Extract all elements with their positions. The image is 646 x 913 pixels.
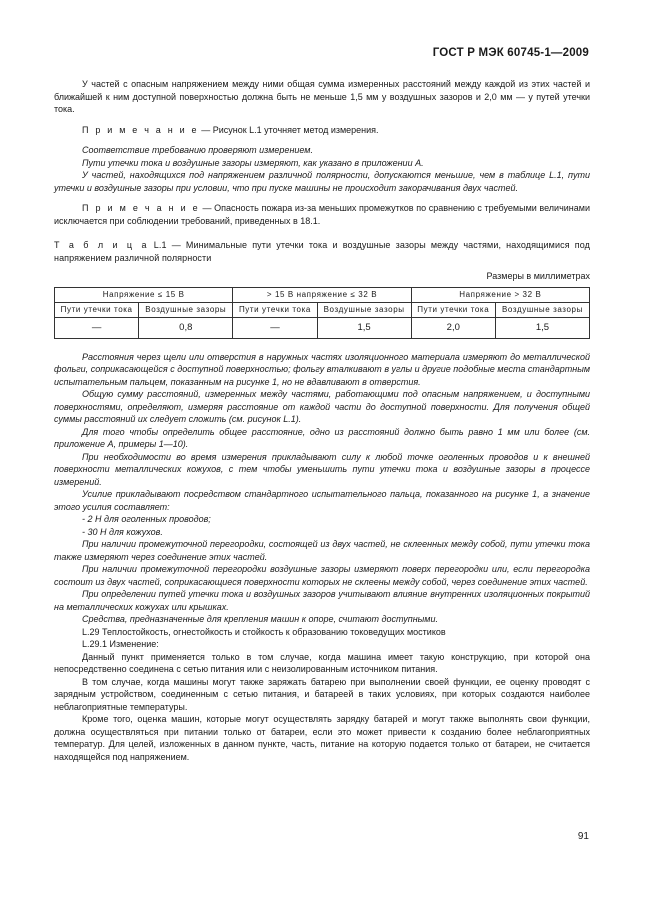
- table-title: [54, 239, 590, 264]
- group-header: Напряжение ≤ 15 В: [55, 287, 233, 302]
- page-number: 91: [577, 831, 589, 842]
- note-2-text: — Опасность пожара из-за меньших промежутков по сравнению с требуемыми величинами исключается при соблюдении требований, приведенных в 18.1.: [54, 203, 590, 226]
- table-cell: —: [55, 317, 139, 338]
- paragraph-force: При необходимости во время измерения прикладывают силу к любой точке оголенных проводов и к внешней поверхности металлических кожухов, с тем чтобы уменьшить пути утечки тока и воздушные зазоры в процессе измерений.: [54, 451, 590, 487]
- paragraph-total-distance: Для того чтобы определить общее расстояние, одно из расстояний должно быть равно 1 мм или более (см. приложение А, примеры 1—10).: [54, 426, 590, 449]
- table-cell: 0,8: [139, 317, 233, 338]
- paragraph-coatings: При определении путей утечки тока и воздушных зазоров учитывают влияние внутренних изоляционных покрытий на металлических кожухах или крышках.: [54, 589, 590, 612]
- note-1: [54, 124, 590, 137]
- column-header: Пути утечки тока: [411, 302, 495, 317]
- list-item: - 2 Н для оголенных проводов;: [82, 514, 211, 524]
- paragraph-fixing-means: Средства, предназначенные для крепления машин к опоре, считают доступными.: [82, 614, 438, 624]
- table-group-row: [55, 287, 590, 302]
- table-title-text: L.1 — Минимальные пути утечки тока и воздушные зазоры между частями, находящимися под напряжением различной полярности: [54, 240, 591, 263]
- column-header: Пути утечки тока: [233, 302, 317, 317]
- list-item: - 30 Н для кожухов.: [82, 526, 163, 537]
- column-header: Воздушные зазоры: [317, 302, 411, 317]
- column-header: Пути утечки тока: [55, 302, 139, 317]
- paragraph-total-sum: Общую сумму расстояний, измеренных между частями, работающими под опасным напряжением, и доступными поверхностями, определяют, измеряя расстояние от каждой части до доступной поверхности. Для получения общей суммы расстояний их следует сложить (см. рисунок L.1).: [54, 389, 590, 424]
- document-header: ГОСТ Р МЭК 60745-1—2009: [432, 47, 589, 59]
- table-subheader-row: [55, 302, 590, 317]
- section-heading-l29: L.29 Теплостойкость, огнестойкость и стойкость к образованию токоведущих мостиков: [82, 626, 446, 637]
- note-1-label: П р и м е ч а н и е: [82, 124, 199, 135]
- page-content: [54, 78, 590, 763]
- table-cell: —: [233, 317, 317, 338]
- group-header: Напряжение > 32 В: [411, 287, 589, 302]
- column-header: Воздушные зазоры: [139, 302, 233, 317]
- note-2-label: П р и м е ч а н и е: [82, 203, 200, 213]
- table-title-label: Т а б л и ц а: [54, 240, 149, 250]
- paragraph-battery-only: Кроме того, оценка машин, которые могут осуществлять зарядку батарей и могут также выполнять свои функции, должна осуществляться при питании только от батареи, если это может привести к созданию более неблагоприятных температур. Для целей, изложенных в данном пункте, часть, питание на которую подается только от батареи, не считается находящейся под напряжением.: [54, 714, 590, 762]
- note-1-text: — Рисунок L.1 уточняет метод измерения.: [198, 124, 379, 135]
- paragraph-check: Соответствие требованию проверяют измерением.: [82, 145, 313, 155]
- table-cell: 2,0: [411, 317, 495, 338]
- note-2: [54, 202, 590, 227]
- paragraph-measure: Пути утечки тока и воздушные зазоры измеряют, как указано в приложении А.: [82, 157, 424, 168]
- table-row: [55, 317, 590, 338]
- paragraph-applicability: Данный пункт применяется только в том случае, когда машина имеет такую конструкцию, при которой она непосредственно соединена с сетью питания или с неизолированным источником питания.: [54, 651, 590, 674]
- table-units: Размеры в миллиметрах: [486, 271, 590, 281]
- table-cell: 1,5: [495, 317, 589, 338]
- paragraph-test-finger: Усилие прикладывают посредством стандартного испытательного пальца, показанного на рисунке 1, а значение этого усилия составляет:: [54, 489, 590, 512]
- paragraph-slots: Расстояния через щели или отверстия в наружных частях изоляционного материала измеряют до металлической фольги, соприкасающейся с доступной поверхностью; фольгу вталкивают в углы и другие подобные места стандартным испытательным пальцем, показанным на рисунке 1, но не вдавливают в отверстия.: [54, 351, 590, 387]
- group-header: > 15 В напряжение ≤ 32 В: [233, 287, 411, 302]
- subsection-heading-l29-1: L.29.1 Изменение:: [82, 639, 159, 649]
- paragraph-charging: В том случае, когда машины могут также заряжать батарею при выполнении своей функции, ее оценку проводят с зарядным устройством, соединенным с сетью питания, и батареей в таких условиях, при которых создаются наиболее неблагоприятные температуры.: [54, 676, 590, 712]
- column-header: Воздушные зазоры: [495, 302, 589, 317]
- paragraph-partition-clearance: При наличии промежуточной перегородки воздушные зазоры измеряют поверх перегородки или, если перегородка состоит из двух частей, соприкасающиеся поверхности которых не склеены между собой, через соединение этих частей.: [54, 564, 590, 587]
- paragraph-polarity: У частей, находящихся под напряжением различной полярности, допускаются меньшие, чем в таблице L.1, пути утечки и воздушные зазоры при условии, что при пуске машины не происходит закорачивания двух частей.: [54, 170, 590, 193]
- table-cell: 1,5: [317, 317, 411, 338]
- paragraph-distance-sum: У частей с опасным напряжением между ними общая сумма измеренных расстояний между каждой из этих частей и ближайшей к ним доступной поверхностью должна быть не меньше 1,5 мм у воздушных зазоров и 2,0 мм — у путей утечки тока.: [54, 79, 590, 114]
- clearance-table: [54, 287, 590, 339]
- paragraph-partition-creepage: При наличии промежуточной перегородки, состоящей из двух частей, не склеенных между собой, пути утечки тока также измеряют через соединение этих частей.: [54, 539, 590, 562]
